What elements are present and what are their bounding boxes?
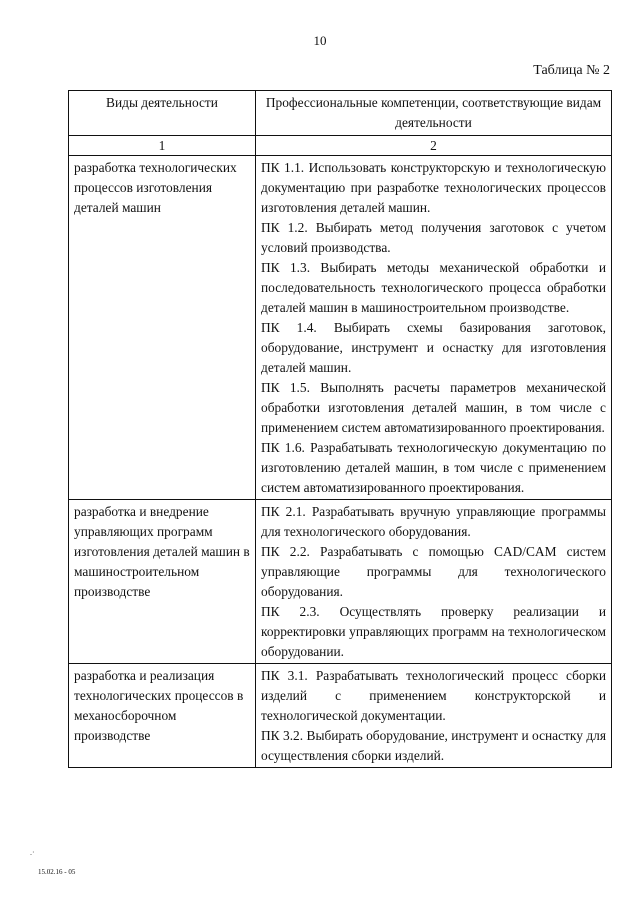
activity-cell: разработка и внедрение управляющих программ изготовления деталей машин в машиностроительном производстве — [69, 500, 256, 664]
table-row — [69, 500, 612, 664]
competencies-table — [68, 90, 612, 768]
activity-cell: разработка и реализация технологических процессов в механосборочном производстве — [69, 664, 256, 768]
competency-item: ПК 3.1. Разрабатывать технологический процесс сборки изделий с применением конструкторской и технологической документации. — [261, 668, 606, 723]
column-number-1: 1 — [69, 136, 256, 156]
column-number-row — [69, 136, 612, 156]
header-activities: Виды деятельности — [69, 91, 256, 136]
competency-item: ПК 2.2. Разрабатывать с помощью CAD/CAM систем управляющие программы для технологического оборудования. — [261, 544, 606, 599]
table-caption: Таблица № 2 — [533, 63, 610, 78]
competency-item: ПК 1.4. Выбирать схемы базирования заготовок, оборудование, инструмент и оснастку для изготовления деталей машин. — [261, 320, 606, 375]
competency-item: ПК 1.3. Выбирать методы механической обработки и последовательность технологического процесса обработки деталей машин в машиностроительном производстве. — [261, 260, 606, 315]
table-row — [69, 664, 612, 768]
competency-item: ПК 1.5. Выполнять расчеты параметров механической обработки изготовления деталей машин, в том числе с применением систем автоматизированного проектирования. — [261, 380, 606, 435]
competency-item: ПК 2.1. Разрабатывать вручную управляющие программы для технологического оборудования. — [261, 504, 606, 539]
competency-item: ПК 1.1. Использовать конструкторскую и технологическую документацию при разработке технологических процессов изготовления деталей машин. — [261, 160, 606, 215]
competency-item: ПК 2.3. Осуществлять проверку реализации и корректировки управляющих программ на технологическом оборудовании. — [261, 604, 606, 659]
competencies-cell — [256, 156, 612, 500]
table-row — [69, 156, 612, 500]
column-number-2: 2 — [256, 136, 612, 156]
competency-item: ПК 1.6. Разрабатывать технологическую документацию по изготовлению деталей машин, в том числе с применением систем автоматизированного проектирования. — [261, 440, 606, 495]
footer-document-code: 15.02.16 - 05 — [38, 868, 76, 876]
footer-mark: .· — [30, 848, 35, 857]
competency-item: ПК 1.2. Выбирать метод получения заготовок с учетом условий производства. — [261, 220, 606, 255]
competencies-cell — [256, 500, 612, 664]
page-number: 10 — [313, 33, 327, 48]
activity-cell: разработка технологических процессов изготовления деталей машин — [69, 156, 256, 500]
table-header-row — [69, 91, 612, 136]
header-competencies: Профессиональные компетенции, соответствующие видам деятельности — [256, 91, 612, 136]
competency-item: ПК 3.2. Выбирать оборудование, инструмент и оснастку для осуществления сборки изделий. — [261, 728, 606, 763]
competencies-cell — [256, 664, 612, 768]
